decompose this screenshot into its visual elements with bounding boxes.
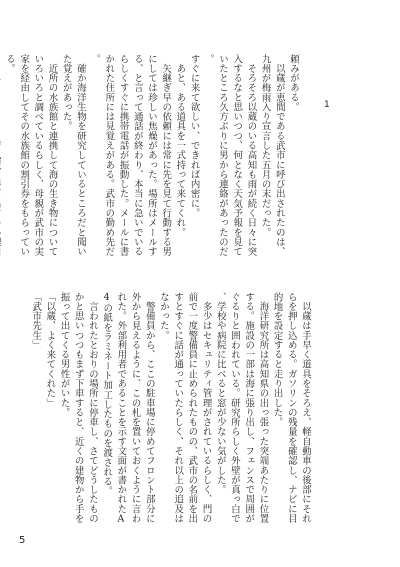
text-line: る、と言って通話が終わり、本当に急いでいる [131,54,143,257]
text-line: かと思いつつもまず下車すると、近くの建物から手を [72,292,84,524]
text-line: る。 [3,54,15,74]
text-line: 多少はセキュリティ管理がされているらしく、門の [200,292,212,524]
text-line: らしくすぐに携帯電話が振動した。メールに書 [117,54,129,257]
text-line: 外から見えるように、この札を置いておくように言わ [129,292,141,524]
text-line: あと、ある道具を一式持って来てくれ。 [174,54,186,238]
text-line: 警備員から、ここの駐車場に停めてフロント部分に [143,292,155,524]
text-line: 「以蔵、よく来てくれた」 [44,292,56,408]
text-line: 以蔵が恵間である武市に呼び出されたのは、 [273,54,285,257]
page-number: 5 [19,535,26,546]
text-line: 。 [202,54,214,64]
text-line: 「武市先生」 [30,292,42,350]
text-line: 確か海洋生物を研究しているところだと聞い [74,54,86,257]
text-line: にしては珍しい焦燥があった。場所はメールす [145,54,157,257]
text-line: 矢継ぎ早の依頼には常に先を見て行動する男 [160,54,172,257]
text-line: かれた住所には見覚えがある。武市の勤め先だ [103,54,115,257]
text-line: らを押し込める。ガソリンの残量を確認し、ナビに目 [285,292,297,524]
text-line: する。施設の一部は海に張り出し、フェンスで周囲が [243,292,255,524]
text-line: 九州が梅雨入り宣言した五月の末だった。 [259,54,271,238]
text-line: いたところ久方ぶりに男から連絡があったのだ [216,54,228,257]
text-line: なかった。 [157,292,169,341]
text-line: 。 [89,54,101,64]
text-line: 4の紙をラミネート加工したものを渡される。 [101,292,113,497]
text-line: 前で一度警備員に止められたものの、武市の名前を出 [186,292,198,524]
text-line: 家を経由してその水族館の割引券をもらってい [18,54,30,257]
text-line: 以蔵は手早く道具をそろえ、軽自動車の後部にそれ [300,292,311,524]
text-line: いろいろと調べているらしく、母親が武市の実 [32,54,44,257]
text-line: 、学校や病院に比べると窓が少ない気がした。 [214,292,226,495]
lower-text-block [20,292,312,534]
text-line: すぐに来て欲しい、できれば内密に。 [188,54,200,218]
text-line: 近所の水族館と連携して海の生き物について [46,54,58,257]
text-line [0,54,2,268]
chapter-number: 1 [324,100,330,110]
text-line: れた。外部利用者であることを示す文面が書かれたA [115,292,127,525]
text-line: そろそろ以蔵のいる高知も雨が続く日々に突 [245,54,257,257]
text-line: 振って出てくる男性がいた。 [58,292,70,418]
text-line: 言われたとおりの場所に停車し、さてどうしたもの [86,292,98,524]
text-line: 海洋研究所は高知県の出っ張った突端あたりに位置 [257,292,269,524]
text-line: 的地を設定すると走り出した。 [271,292,283,427]
upper-text-block [3,54,300,268]
text-line: 入するなと思いつつ、何となく天気予報を見て [231,54,243,257]
text-line: 頼みがある。 [288,54,299,112]
text-line: すとすぐに話が通っていたらしく、それ以上の追及は [172,292,184,524]
text-line: た覚えがあった。 [60,54,72,132]
text-line: ぐるりと囲われている。研究所らしく外壁が真っ白で [228,292,240,524]
